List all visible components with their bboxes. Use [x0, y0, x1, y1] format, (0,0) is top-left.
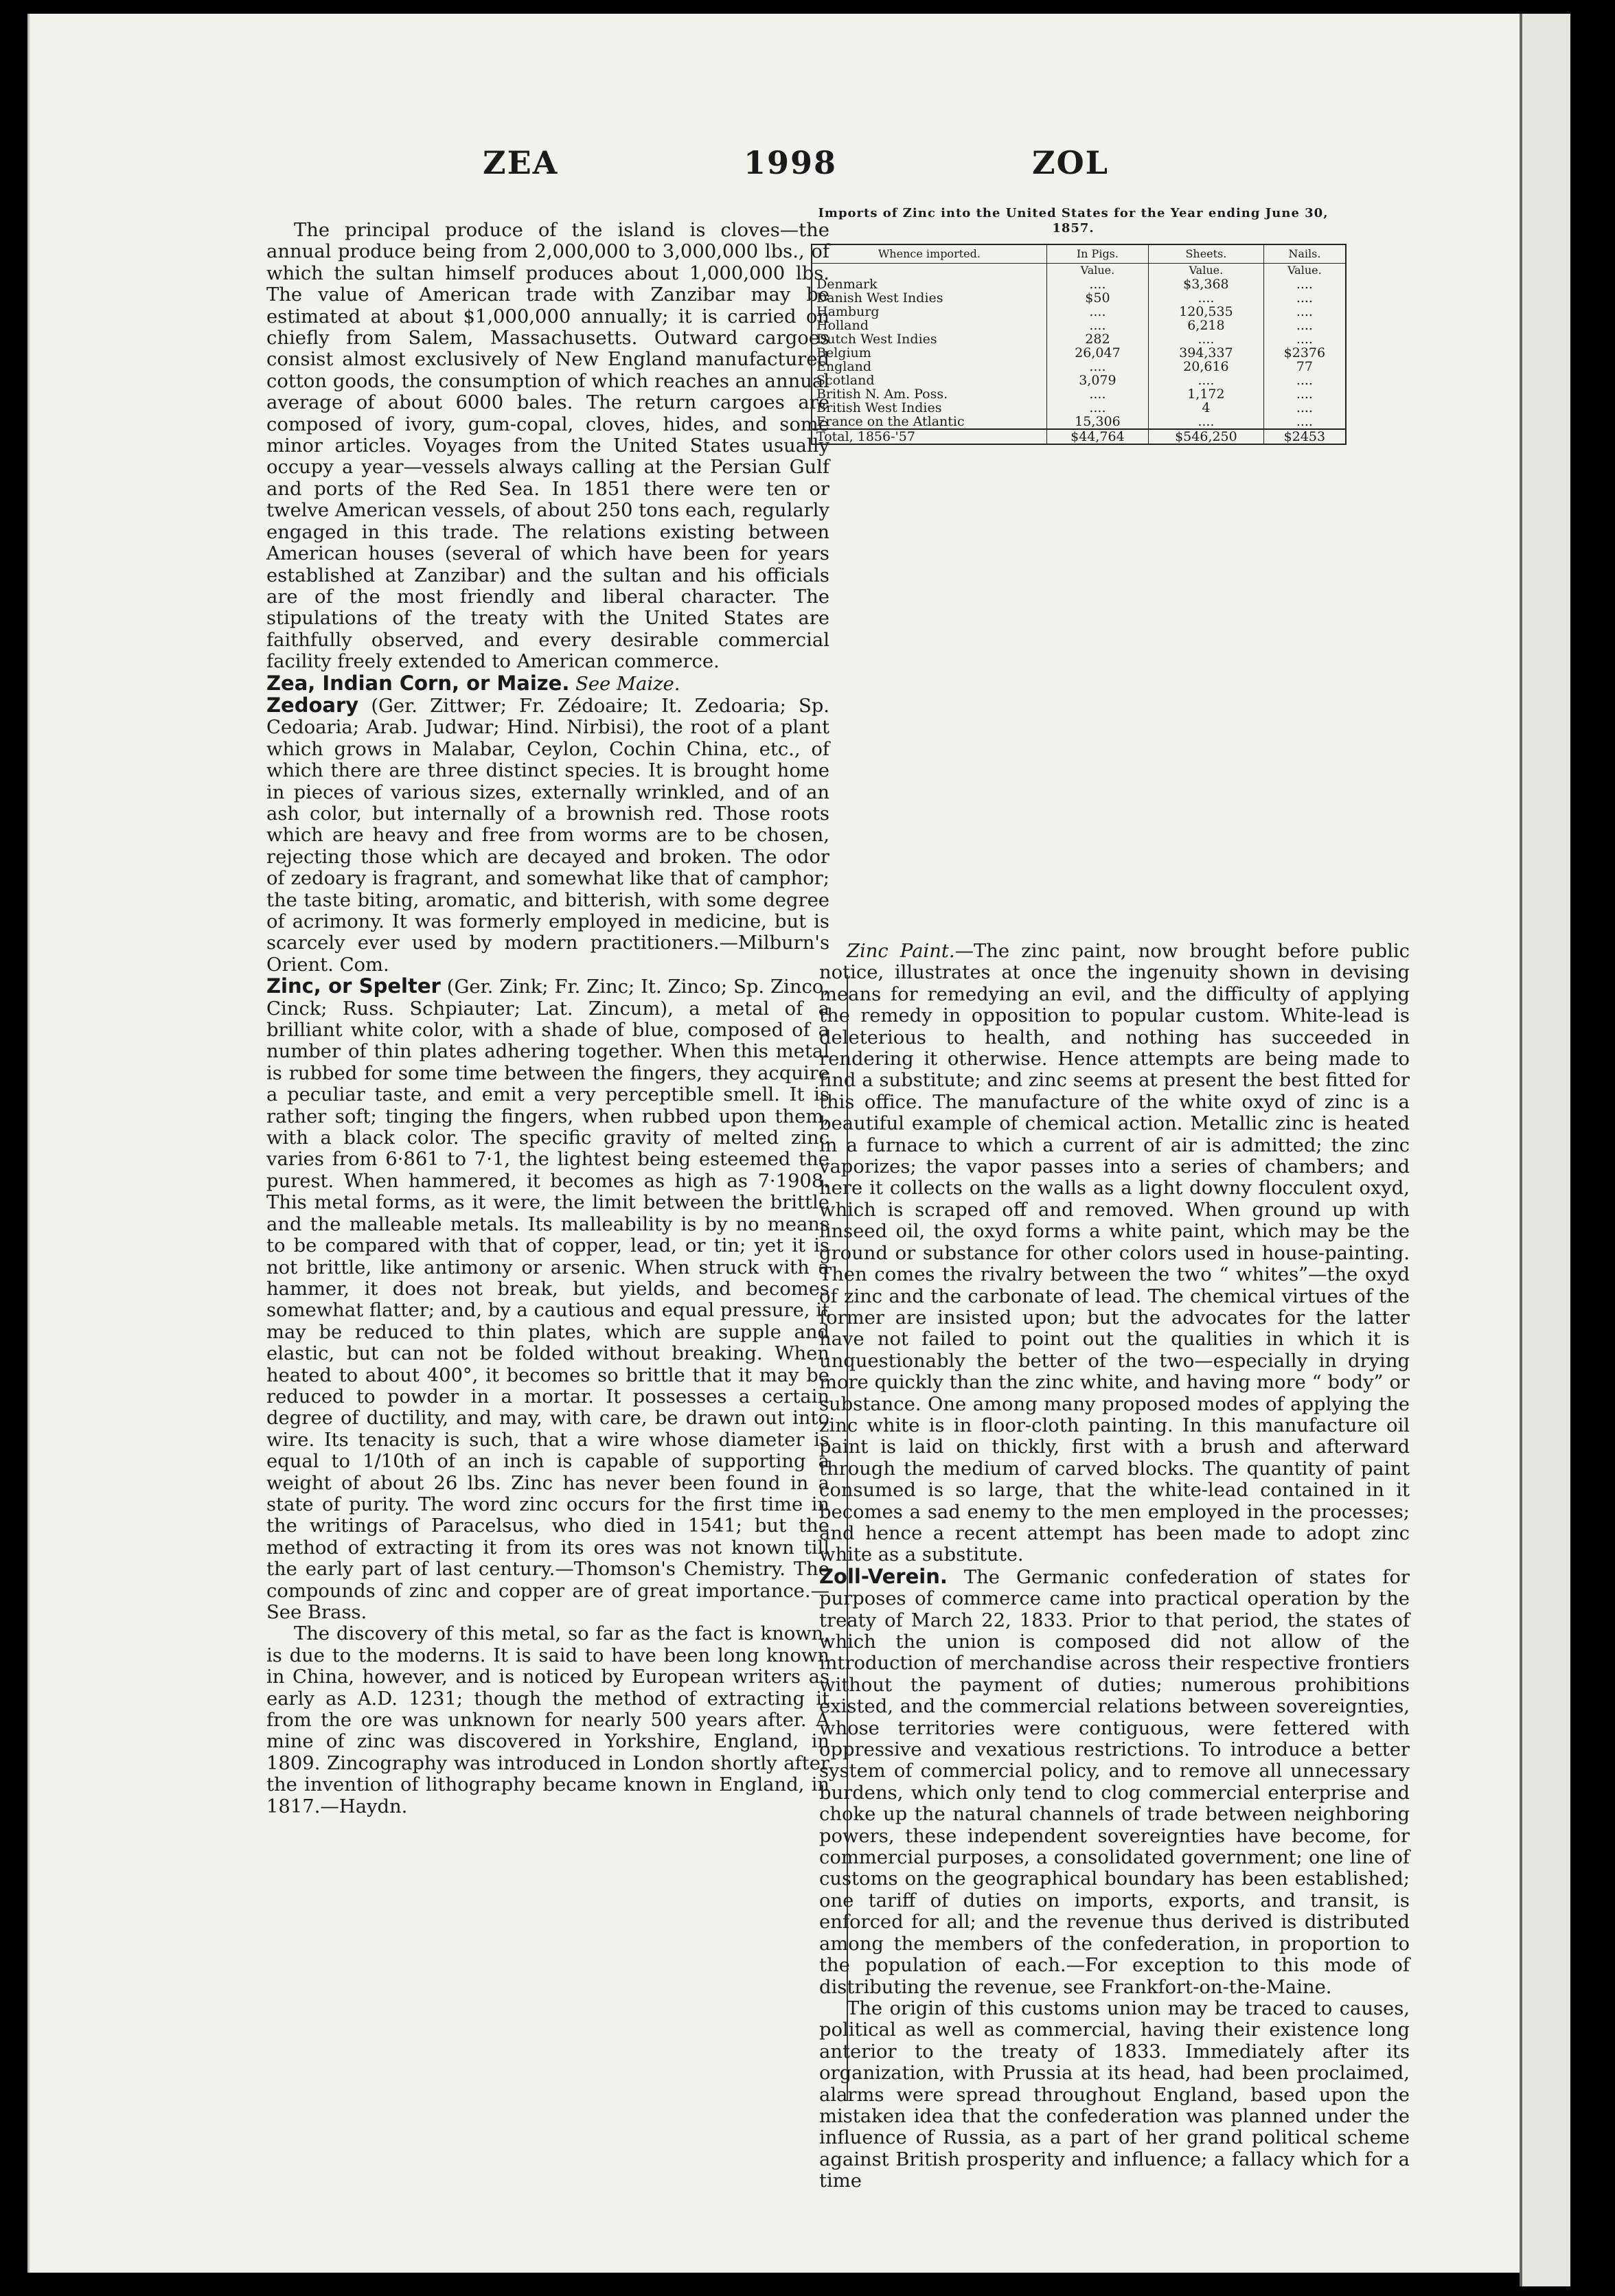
entry-zedoary — [266, 695, 829, 976]
country-cell: Dutch West Indies — [812, 332, 1046, 346]
value-cell: .... — [1046, 401, 1148, 415]
table-row — [812, 387, 1346, 401]
entry-zinc — [266, 976, 829, 1623]
page-number: 1998 — [744, 144, 838, 181]
value-cell: 1,172 — [1149, 387, 1264, 401]
country-cell: France on the Atlantic — [812, 415, 1046, 429]
table-total-row — [812, 429, 1346, 444]
value-cell: 77 — [1263, 360, 1346, 374]
table-row — [812, 305, 1346, 319]
entry-zea — [266, 673, 829, 695]
value-cell: .... — [1046, 360, 1148, 374]
value-cell: .... — [1046, 319, 1148, 332]
zoll-verein-text: The Germanic confederation of states for purposes of commerce came into practical operation by the treaty of March 22, 1833. Prior to that period, the states of which the union is composed did not allow of the introduction of merchandise across their respective frontiers without the payment of duties; numerous prohibitions existed, and the commercial relations between sovereignties, whose territories were contiguous, were fettered with oppressive and vexatious restrictions. To introduce a better system of commercial policy, and to remove all unnecessary burdens, which only tend to clog commercial enterprise and choke up the natural channels of trade between neighboring powers, these independent sovereignties have become, for commercial purposes, a consolidated government; one line of customs on the geographical boundary has been established; one tariff of duties on imports, exports, and transit, is enforced for all; and the revenue thus derived is distributed among the members of the confederation, in proportion to the population of each.—For exception to this mode of distributing the revenue, see Frankfort-on-the-Maine. — [819, 1566, 1410, 1998]
value-cell: .... — [1046, 305, 1148, 319]
country-cell: England — [812, 360, 1046, 374]
table-row — [812, 401, 1346, 415]
zinc-text: (Ger. Zink; Fr. Zinc; It. Zinco; Sp. Zinco, Cinck; Russ. Schpiauter; Lat. Zincum), a metal of a brilliant white color, with a shade of blue, composed of a number of thin plates adhering together. When this metal is rubbed for some time between the fingers, they acquire a peculiar taste, and emit a very perceptible smell. It is rather soft; tinging the fingers, when rubbed upon them, with a black color. The specific gravity of melted zinc varies from 6·861 to 7·1, the lightest being esteemed the purest. When hammered, it becomes as high as 7·1908. This metal forms, as it were, the limit between the brittle and the malleable metals. Its malleability is by no means to be compared with that of copper, lead, or tin; yet it is not brittle, like antimony or arsenic. When struck with a hammer, it does not break, but yields, and becomes somewhat flatter; and, by a cautious and equal pressure, it may be reduced to thin plates, which are supple and elastic, but can not be folded without breaking. When heated to about 400°, it becomes so brittle that it may be reduced to powder in a mortar. It possesses a certain degree of ductility, and may, with care, be drawn out into wire. Its tenacity is such, that a wire whose diameter is equal to 1/10th of an inch is capable of supporting a weight of about 26 lbs. Zinc has never been found in a state of purity. The word zinc occurs for the first time in the writings of Paracelsus, who died in 1541; but the method of extracting it from its ores was not known till the early part of last century.—Thomson's Chemistry. The compounds of zinc and copper are of great importance.—See Brass. — [266, 976, 829, 1623]
table-title: Imports of Zinc into the United States for the Year ending June 30, 1857. — [818, 206, 1329, 236]
entry-zoll-verein — [819, 1566, 1410, 1998]
unit-cell: Value. — [1263, 264, 1346, 278]
value-cell: .... — [1263, 387, 1346, 401]
value-cell: .... — [1263, 305, 1346, 319]
zinc-paint-text: —The zinc paint, now brought before public notice, illustrates at once the ingenuity shown in devising means for remedying an evil, and the difficulty of applying the remedy in opposition to popular custom. White-lead is deleterious to health, and nothing has succeeded in rendering it otherwise. Hence attempts are being made to find a substitute; and zinc seems at present the best fitted for this office. The manufacture of the white oxyd of zinc is a beautiful example of chemical action. Metallic zinc is heated in a furnace to which a current of air is admitted; the zinc vaporizes; the vapor passes into a series of chambers; and here it collects on the walls as a light downy flocculent oxyd, which is scraped off and removed. When ground up with linseed oil, the oxyd forms a white paint, which may be the ground or substance for other colors used in house-painting. Then comes the rivalry between the two “ whites”—the oxyd of zinc and the carbonate of lead. The chemical virtues of the former are insisted upon; but the advocates for the latter have not failed to point out the qualities in which it is unquestionably the better of the two—especially in drying more quickly than the zinc white, and having more “ body” or substance. One among many proposed modes of applying the zinc white is in floor-cloth painting. In this manufacture oil paint is laid on thickly, first with a brush and afterward through the medium of carved blocks. The quantity of paint consumed is so large, that the white-lead contained in it becomes a sad enemy to the men employed in the processes; and hence a recent attempt has been made to adopt zinc white as a substitute. — [819, 941, 1410, 1566]
table-row — [812, 277, 1346, 291]
value-cell: 4 — [1149, 401, 1264, 415]
total-pigs: $44,764 — [1046, 429, 1148, 444]
value-cell: .... — [1263, 415, 1346, 429]
col-header-sheets: Sheets. — [1149, 244, 1264, 264]
country-cell: Denmark — [812, 277, 1046, 291]
header-left-word: ZEA — [483, 144, 559, 181]
paragraph-zanzibar: The principal produce of the island is cloves—the annual produce being from 2,000,000 to 3,000,000 lbs., of which the sultan himself produces about 1,000,000 lbs. The value of American trade with Zanzibar may be estimated at about $1,000,000 annually; it is carried on chiefly from Salem, Massachusetts. Outward cargoes consist almost exclusively of New England manufactured cotton goods, the consumption of which reaches an annual average of about 6000 bales. The return cargoes are composed of ivory, gum-copal, cloves, hides, and some minor articles. Voyages from the United States usually occupy a year—vessels always calling at the Persian Gulf and ports of the Red Sea. In 1851 there were ten or twelve American vessels, of about 250 tons each, regularly engaged in this trade. The relations existing between American houses (several of which have been for years established at Zanzibar) and the sultan and his officials are of the most friendly and liberal character. The stipulations of the treaty with the United States are faithfully observed, and every desirable commercial facility freely extended to American commerce. — [266, 220, 829, 673]
table-row — [812, 291, 1346, 305]
unit-cell: Value. — [1046, 264, 1148, 278]
value-cell: .... — [1149, 291, 1264, 305]
total-sheets: $546,250 — [1149, 429, 1264, 444]
value-cell: 15,306 — [1046, 415, 1148, 429]
right-column — [819, 941, 1410, 2192]
value-cell: 394,337 — [1149, 346, 1264, 360]
headword-zinc: Zinc, or Spelter — [266, 974, 441, 998]
value-cell: .... — [1263, 332, 1346, 346]
table-row — [812, 415, 1346, 429]
zedoary-text: (Ger. Zittwer; Fr. Zédoaire; It. Zedoaria; Sp. Cedoaria; Arab. Judwar; Hind. Nirbisi), the root of a plant which grows in Malabar, Ceylon, Cochin China, etc., of which there are three distinct species. It is brought home in pieces of various sizes, externally wrinkled, and of an ash color, but internally of a brownish red. Those roots which are heavy and free from worms are to be chosen, rejecting those which are decayed and broken. The odor of zedoary is fragrant, and somewhat like that of camphor; the taste biting, aromatic, and bitterish, with some degree of acrimony. It was formerly employed in medicine, but is scarcely ever used by modern practitioners.—Milburn's Orient. Com. — [266, 695, 829, 976]
col-header-whence: Whence imported. — [812, 244, 1046, 264]
value-cell: 282 — [1046, 332, 1148, 346]
country-cell: Holland — [812, 319, 1046, 332]
total-nails: $2453 — [1263, 429, 1346, 444]
value-cell: .... — [1046, 277, 1148, 291]
value-cell: .... — [1263, 291, 1346, 305]
country-cell: British West Indies — [812, 401, 1046, 415]
value-cell: .... — [1046, 387, 1148, 401]
country-cell: Hamburg — [812, 305, 1046, 319]
headword-zinc-paint: Zinc Paint. — [847, 941, 955, 962]
col-header-nails: Nails. — [1263, 244, 1346, 264]
country-cell: Danish West Indies — [812, 291, 1046, 305]
headword-zedoary: Zedoary — [266, 693, 359, 717]
headword-zea: Zea, Indian Corn, or Maize. — [266, 671, 570, 695]
table-row — [812, 360, 1346, 374]
page — [27, 14, 1520, 2273]
table-row — [812, 374, 1346, 387]
paragraph-origin: The origin of this customs union may be traced to causes, political as well as commercial, having their existence long anterior to the treaty of 1833. Immediately after its organization, with Prussia at its head, had been proclaimed, alarms were spread throughout England, based upon the mistaken idea that the confederation was planned under the influence of Russia, as a part of her grand political scheme against British prosperity and influence; a fallacy which for a time — [819, 1997, 1410, 2192]
zinc-imports-table — [811, 244, 1347, 445]
value-cell: .... — [1263, 319, 1346, 332]
value-cell: .... — [1263, 277, 1346, 291]
value-cell: .... — [1149, 374, 1264, 387]
see-maize: See Maize. — [575, 673, 680, 695]
value-cell: .... — [1263, 401, 1346, 415]
country-cell: Scotland — [812, 374, 1046, 387]
country-cell: Belgium — [812, 346, 1046, 360]
table-unit-row — [812, 264, 1346, 278]
entry-zinc-paint — [819, 941, 1410, 1566]
value-cell: .... — [1263, 374, 1346, 387]
value-cell: 120,535 — [1149, 305, 1264, 319]
paragraph-discovery: The discovery of this metal, so far as the fact is known, is due to the moderns. It is said to have been long known in China, however, and is noticed by European writers as early as A.D. 1231; though the method of extracting it from the ore was unknown for nearly 500 years after. A mine of zinc was discovered in Yorkshire, England, in 1809. Zincography was introduced in London shortly after the invention of lithography became known in England, in 1817.—Haydn. — [266, 1623, 829, 1817]
table-header-row — [812, 244, 1346, 264]
table-row — [812, 319, 1346, 332]
value-cell: 20,616 — [1149, 360, 1264, 374]
table-row — [812, 346, 1346, 360]
table-row — [812, 332, 1346, 346]
page-edge — [1520, 14, 1570, 2286]
value-cell: $50 — [1046, 291, 1148, 305]
value-cell: 26,047 — [1046, 346, 1148, 360]
value-cell: .... — [1149, 332, 1264, 346]
value-cell: .... — [1149, 415, 1264, 429]
header-right-word: ZOL — [1032, 144, 1109, 181]
value-cell: $3,368 — [1149, 277, 1264, 291]
total-label: Total, 1856-'57 — [812, 429, 1046, 444]
value-cell: 6,218 — [1149, 319, 1264, 332]
value-cell: $2376 — [1263, 346, 1346, 360]
unit-cell: Value. — [1149, 264, 1264, 278]
headword-zoll-verein: Zoll-Verein. — [819, 1564, 948, 1588]
unit-cell — [812, 264, 1046, 278]
value-cell: 3,079 — [1046, 374, 1148, 387]
col-header-pigs: In Pigs. — [1046, 244, 1148, 264]
country-cell: British N. Am. Poss. — [812, 387, 1046, 401]
left-column — [266, 220, 829, 1817]
